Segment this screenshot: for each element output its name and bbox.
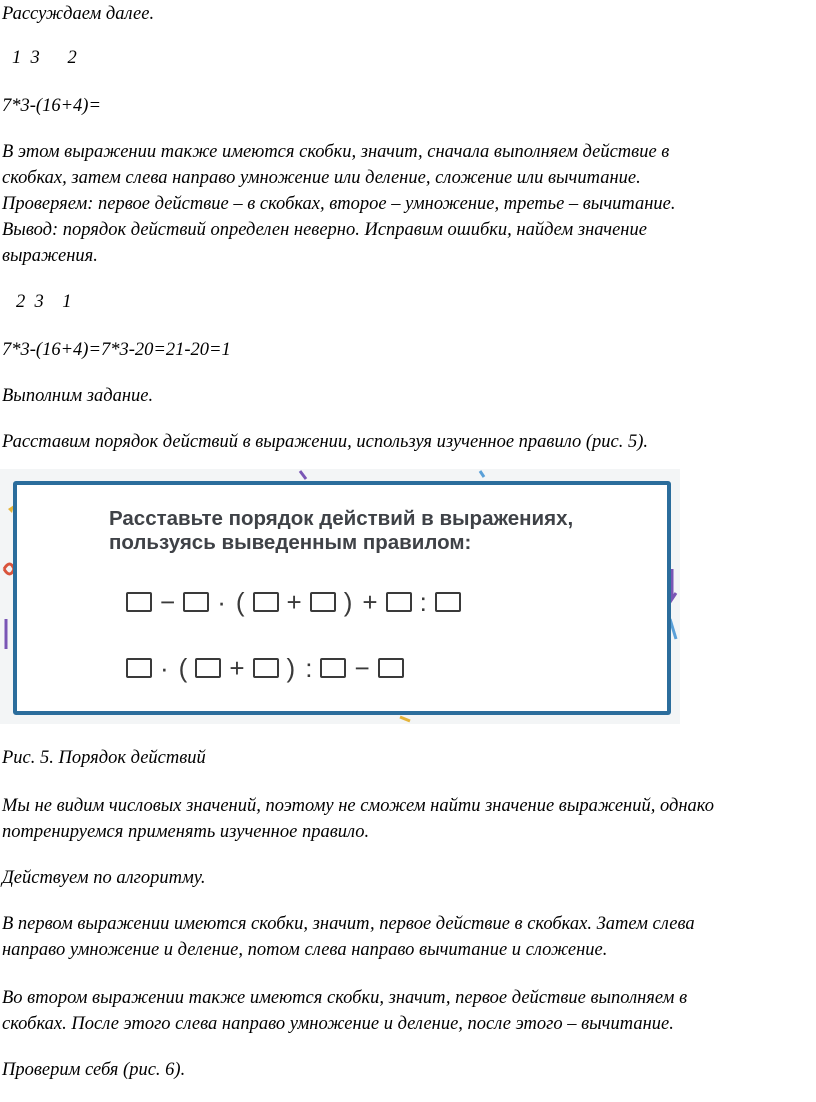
- answer-box[interactable]: [183, 592, 209, 612]
- operator: ): [286, 653, 296, 683]
- exercise-expression-1: [123, 587, 464, 617]
- operator: (: [178, 653, 188, 683]
- operator: (: [235, 587, 245, 617]
- paragraph-algorithm: Действуем по алгоритму.: [2, 868, 206, 888]
- paragraph-line: потренируемся применять изученное правило.: [2, 822, 370, 842]
- paragraph-line: направо умножение и деление, потом слева направо вычитание и сложение.: [2, 940, 608, 960]
- answer-box[interactable]: [386, 592, 412, 612]
- figure-5: [0, 469, 680, 724]
- expression-2: 7*3-(16+4)=7*3-20=21-20=1: [2, 340, 231, 360]
- exercise-expression-2: [123, 653, 407, 683]
- answer-box[interactable]: [126, 658, 152, 678]
- paragraph-line: выражения.: [2, 246, 98, 266]
- answer-box[interactable]: [253, 592, 279, 612]
- operator: :: [305, 653, 313, 683]
- answer-box[interactable]: [320, 658, 346, 678]
- answer-box[interactable]: [253, 658, 279, 678]
- operator: +: [229, 653, 245, 683]
- paragraph-line: Проверяем: первое действие – в скобках, второе – умножение, третье – вычитание.: [2, 194, 676, 214]
- answer-box[interactable]: [378, 658, 404, 678]
- paragraph-line: В первом выражении имеются скобки, значит, первое действие в скобках. Затем слева: [2, 914, 695, 934]
- operator: +: [362, 587, 378, 617]
- figure-caption: Рис. 5. Порядок действий: [2, 748, 206, 768]
- answer-box[interactable]: [435, 592, 461, 612]
- operator: −: [354, 653, 370, 683]
- operator: −: [160, 587, 176, 617]
- paragraph-intro: Рассуждаем далее.: [2, 4, 155, 24]
- operator: ·: [160, 653, 169, 683]
- paragraph-check: Проверим себя (рис. 6).: [2, 1060, 186, 1080]
- paragraph-line: скобках, затем слева направо умножение или деление, сложение или вычитание.: [2, 168, 641, 188]
- paragraph-instruction: Расставим порядок действий в выражении, используя изученное правило (рис. 5).: [2, 432, 649, 452]
- answer-box[interactable]: [195, 658, 221, 678]
- exercise-card: [13, 481, 671, 715]
- answer-box[interactable]: [310, 592, 336, 612]
- exercise-title-line: Расставьте порядок действий в выражениях,: [109, 507, 574, 530]
- expression-1: 7*3-(16+4)=: [2, 96, 101, 116]
- exercise-title: [109, 507, 649, 555]
- paragraph-line: Во втором выражении также имеются скобки, значит, первое действие выполняем в: [2, 988, 688, 1008]
- operator: ): [343, 587, 353, 617]
- operator: +: [286, 587, 302, 617]
- paragraph-task: Выполним задание.: [2, 386, 154, 406]
- action-order-numbers-2: 2 3 1: [16, 292, 72, 312]
- paragraph-line: Вывод: порядок действий определен неверно. Исправим ошибки, найдем значение: [2, 220, 647, 240]
- paragraph-line: В этом выражении также имеются скобки, значит, сначала выполняем действие в: [2, 142, 670, 162]
- operator: ·: [217, 587, 226, 617]
- paragraph-line: Мы не видим числовых значений, поэтому не сможем найти значение выражений, однако: [2, 796, 714, 816]
- answer-box[interactable]: [126, 592, 152, 612]
- operator: :: [419, 587, 427, 617]
- action-order-numbers-1: 1 3 2: [12, 48, 77, 68]
- exercise-title-line: пользуясь выведенным правилом:: [109, 531, 472, 554]
- paragraph-line: скобках. После этого слева направо умножение и деление, после этого – вычитание.: [2, 1014, 674, 1034]
